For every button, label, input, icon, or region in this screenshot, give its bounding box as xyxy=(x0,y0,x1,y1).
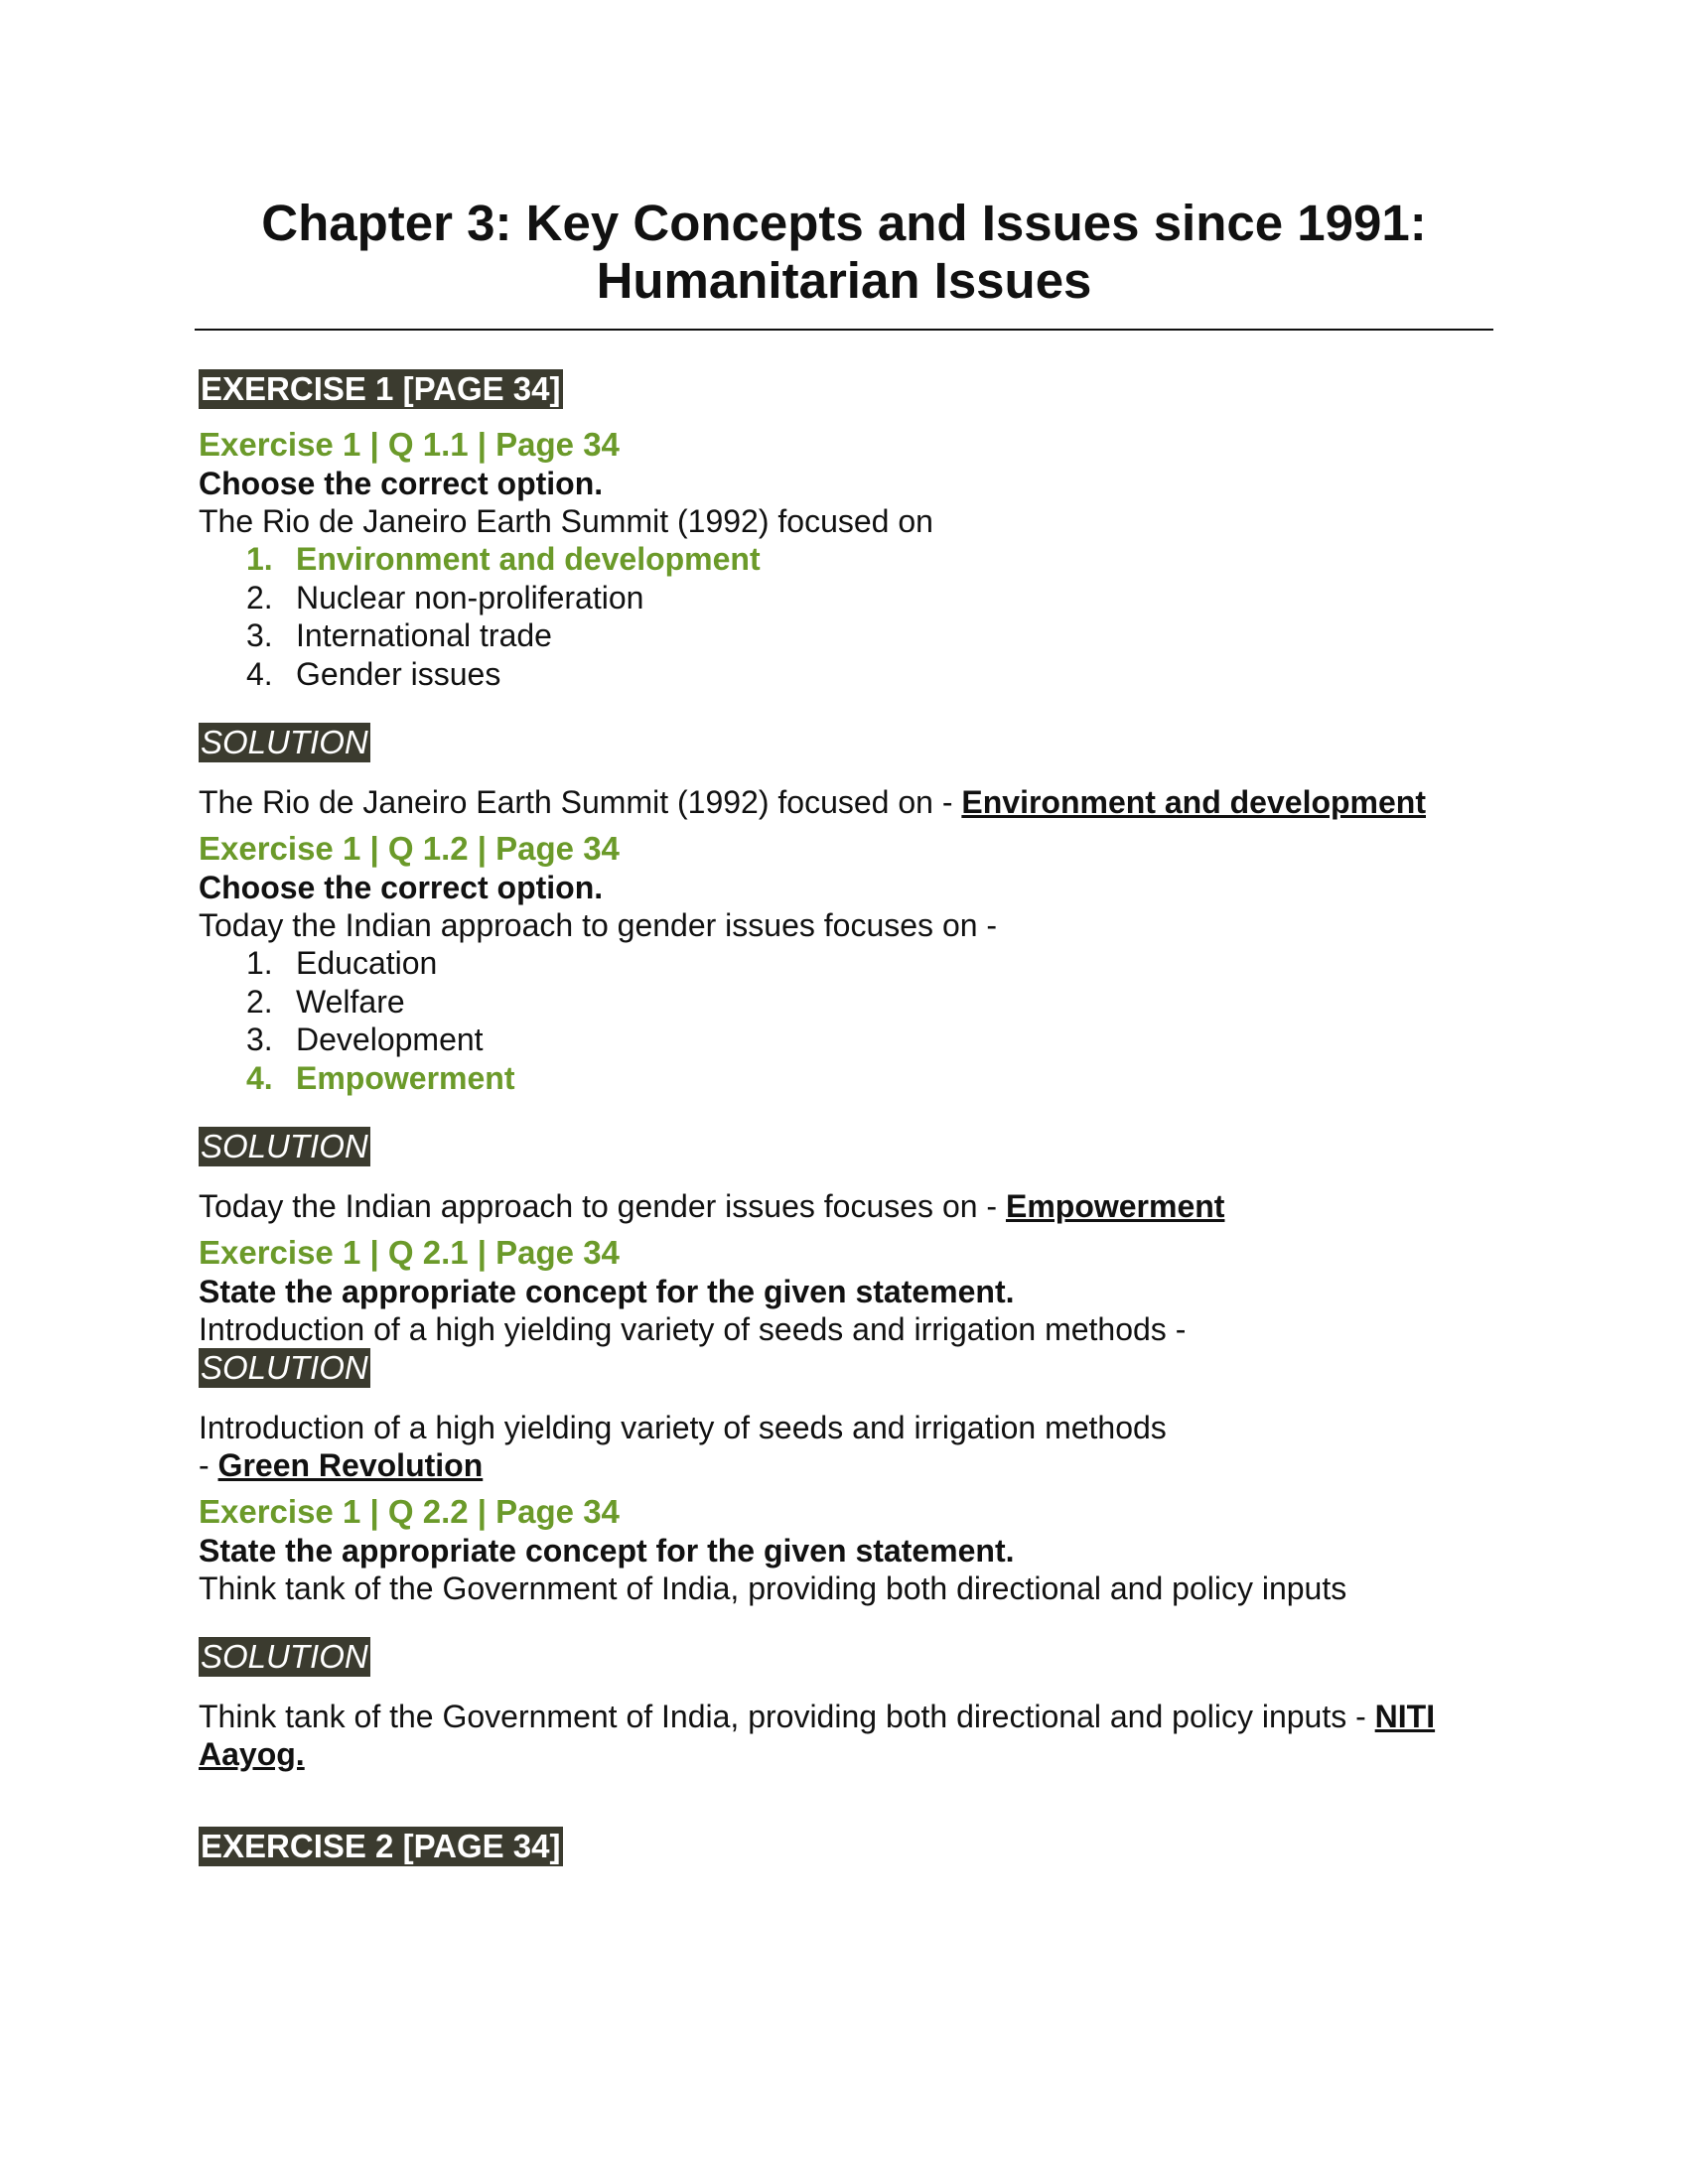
option-text: Welfare xyxy=(296,983,405,1020)
chapter-title-line1: Chapter 3: Key Concepts and Issues since 1991: xyxy=(261,195,1427,251)
question-prompt: The Rio de Janeiro Earth Summit (1992) focused on xyxy=(199,503,933,539)
title-divider xyxy=(195,329,1493,331)
solution-text xyxy=(199,783,1489,821)
option-list xyxy=(199,540,1489,693)
solution-label: SOLUTION xyxy=(201,1349,368,1386)
option-text: Gender issues xyxy=(296,655,501,692)
option-item xyxy=(199,983,1489,1022)
option-number: 1. xyxy=(246,945,273,981)
question-block-1-2 xyxy=(199,829,1489,1225)
option-text: Nuclear non-proliferation xyxy=(296,579,644,615)
question-block-2-1 xyxy=(199,1233,1489,1484)
solution-answer: Empowerment xyxy=(1005,1188,1225,1224)
option-item xyxy=(199,944,1489,983)
solution-statement: Think tank of the Government of India, providing both directional and policy inputs - xyxy=(199,1699,1375,1734)
exercise-1-header: EXERCISE 1 [PAGE 34] xyxy=(201,370,561,407)
solution-label: SOLUTION xyxy=(201,1128,368,1164)
option-number: 3. xyxy=(246,1022,273,1057)
option-number: 3. xyxy=(246,617,273,653)
option-number: 4. xyxy=(246,1059,273,1096)
option-item-correct xyxy=(199,1059,1489,1098)
solution-statement: Today the Indian approach to gender issues focuses on - xyxy=(199,1188,1006,1224)
solution-label: SOLUTION xyxy=(201,724,368,760)
option-item xyxy=(199,579,1489,617)
option-list xyxy=(199,944,1489,1097)
content-body xyxy=(199,369,1489,1882)
option-number: 4. xyxy=(246,655,273,692)
option-text: Empowerment xyxy=(296,1059,515,1096)
exercise-2-header: EXERCISE 2 [PAGE 34] xyxy=(201,1828,561,1864)
option-item-correct xyxy=(199,540,1489,579)
option-text: Education xyxy=(296,945,438,981)
option-item xyxy=(199,1021,1489,1059)
question-prompt: Introduction of a high yielding variety of seeds and irrigation methods - xyxy=(199,1311,1187,1347)
question-instruction: State the appropriate concept for the given statement. xyxy=(199,1533,1015,1569)
question-heading: Exercise 1 | Q 2.1 | Page 34 xyxy=(199,1234,620,1271)
question-heading: Exercise 1 | Q 2.2 | Page 34 xyxy=(199,1493,620,1530)
solution-text xyxy=(199,1698,1499,1773)
question-prompt: Today the Indian approach to gender issues focuses on - xyxy=(199,907,998,943)
solution-label: SOLUTION xyxy=(201,1638,368,1675)
option-text: International trade xyxy=(296,617,552,653)
solution-statement: The Rio de Janeiro Earth Summit (1992) focused on - xyxy=(199,784,962,820)
option-number: 2. xyxy=(246,579,273,615)
question-heading: Exercise 1 | Q 1.2 | Page 34 xyxy=(199,830,620,867)
option-number: 1. xyxy=(246,541,273,577)
option-number: 2. xyxy=(246,983,273,1020)
option-item xyxy=(199,616,1489,655)
solution-answer: Environment and development xyxy=(961,784,1426,820)
solution-answer: Green Revolution xyxy=(217,1447,484,1483)
option-item xyxy=(199,655,1489,694)
solution-answer: NITI Aayog. xyxy=(199,1699,1436,1772)
question-instruction: Choose the correct option. xyxy=(199,466,604,501)
question-prompt: Think tank of the Government of India, providing both directional and policy inputs xyxy=(199,1570,1347,1606)
solution-text xyxy=(199,1409,1172,1484)
chapter-title xyxy=(195,195,1493,310)
solution-text xyxy=(199,1187,1489,1225)
question-block-1-1 xyxy=(199,425,1489,821)
solution-statement: Introduction of a high yielding variety of seeds and irrigation methods - xyxy=(199,1410,1167,1483)
chapter-title-line2: Humanitarian Issues xyxy=(596,252,1092,309)
question-block-2-2 xyxy=(199,1492,1489,1773)
question-instruction: Choose the correct option. xyxy=(199,870,604,905)
option-text: Environment and development xyxy=(296,541,761,577)
question-heading: Exercise 1 | Q 1.1 | Page 34 xyxy=(199,426,620,463)
question-instruction: State the appropriate concept for the given statement. xyxy=(199,1274,1015,1309)
option-text: Development xyxy=(296,1022,484,1057)
